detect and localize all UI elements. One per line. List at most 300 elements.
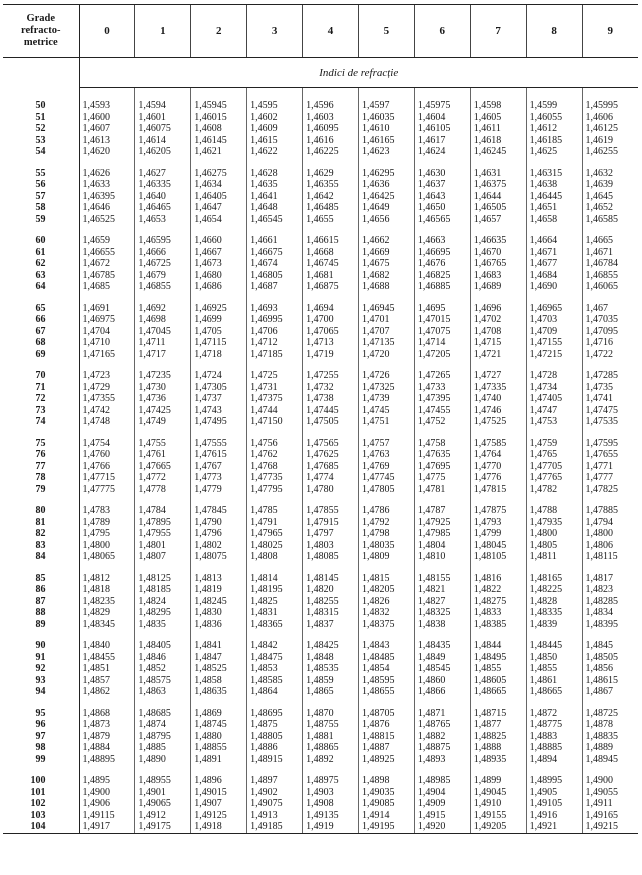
index-value-cell: 1,4900 [79,787,135,799]
table-row [3,225,638,247]
index-value-cell: 1,46125 [582,123,638,135]
index-value-cell: 1,4711 [135,337,191,349]
table-row [3,472,638,484]
index-value-cell: 1,4685 [79,281,135,293]
index-value-cell: 1,48365 [247,619,303,631]
index-value-cell: 1,47035 [582,314,638,326]
index-value-cell: 1,4624 [414,146,470,158]
index-value-cell: 1,4765 [526,449,582,461]
index-value-cell: 1,47565 [303,428,359,450]
index-value-cell: 1,4874 [135,719,191,731]
index-value-cell: 1,48885 [526,742,582,754]
index-value-cell: 1,4832 [358,607,414,619]
index-value-cell: 1,45975 [414,100,470,112]
index-value-cell: 1,48045 [470,540,526,552]
table-row [3,349,638,361]
index-value-cell: 1,4726 [358,360,414,382]
index-value-cell: 1,4842 [247,630,303,652]
index-value-cell: 1,47935 [526,517,582,529]
spacer-cell [526,88,582,101]
table-row [3,742,638,754]
table-row [3,202,638,214]
table-header [3,5,638,88]
index-value-cell: 1,4808 [247,551,303,563]
index-value-cell: 1,47855 [303,495,359,517]
index-value-cell: 1,4913 [247,810,303,822]
index-value-cell: 1,4625 [526,146,582,158]
index-value-cell: 1,4739 [358,393,414,405]
index-value-cell: 1,4664 [526,225,582,247]
index-value-cell: 1,4612 [526,123,582,135]
index-value-cell: 1,4602 [247,112,303,124]
grade-cell: 100 [3,765,79,787]
index-value-cell: 1,4645 [582,191,638,203]
index-value-cell: 1,47955 [135,528,191,540]
index-value-cell: 1,46965 [526,293,582,315]
index-value-cell: 1,4652 [582,202,638,214]
index-value-cell: 1,4759 [526,428,582,450]
grade-cell: 89 [3,619,79,631]
index-value-cell: 1,4774 [303,472,359,484]
index-value-cell: 1,4844 [470,630,526,652]
index-value-cell: 1,47695 [414,461,470,473]
index-value-cell: 1,4889 [582,742,638,754]
index-value-cell: 1,48165 [526,563,582,585]
index-value-cell: 1,4817 [582,563,638,585]
index-value-cell: 1,4653 [135,214,191,226]
index-value-cell: 1,4709 [526,326,582,338]
index-value-cell: 1,48895 [79,754,135,766]
index-value-cell: 1,4871 [414,698,470,720]
index-value-cell: 1,46545 [247,214,303,226]
table-row [3,146,638,158]
index-value-cell: 1,4743 [191,405,247,417]
index-value-cell: 1,47325 [358,382,414,394]
digit-header: 4 [303,5,359,58]
index-value-cell: 1,4760 [79,449,135,461]
grade-cell: 99 [3,754,79,766]
index-value-cell: 1,4824 [135,596,191,608]
index-value-cell: 1,4783 [79,495,135,517]
index-value-cell: 1,4820 [303,584,359,596]
table-row [3,100,638,112]
index-value-cell: 1,4839 [526,619,582,631]
index-value-cell: 1,48805 [247,731,303,743]
index-value-cell: 1,4909 [414,798,470,810]
index-value-cell: 1,4721 [470,349,526,361]
index-value-cell: 1,4876 [358,719,414,731]
index-value-cell: 1,47150 [247,416,303,428]
index-value-cell: 1,4704 [79,326,135,338]
index-value-cell: 1,4706 [247,326,303,338]
index-value-cell: 1,4611 [470,123,526,135]
index-value-cell: 1,46675 [247,247,303,259]
table-row [3,630,638,652]
index-value-cell: 1,48075 [191,551,247,563]
index-value-cell: 1,4800 [79,540,135,552]
grade-cell: 58 [3,202,79,214]
index-value-cell: 1,47745 [358,472,414,484]
table-body [3,88,638,834]
index-value-cell: 1,4663 [414,225,470,247]
index-value-cell: 1,4694 [303,293,359,315]
index-value-cell: 1,47875 [470,495,526,517]
index-value-cell: 1,4638 [526,179,582,191]
index-value-cell: 1,4708 [470,326,526,338]
grade-cell: 90 [3,630,79,652]
index-value-cell: 1,48125 [135,563,191,585]
index-value-cell: 1,48765 [414,719,470,731]
index-value-cell: 1,49155 [470,810,526,822]
index-value-cell: 1,46805 [247,270,303,282]
index-value-cell: 1,46725 [135,258,191,270]
index-value-cell: 1,48085 [303,551,359,563]
index-value-cell: 1,4870 [303,698,359,720]
index-value-cell: 1,4813 [191,563,247,585]
index-value-cell: 1,4899 [470,765,526,787]
index-value-cell: 1,4837 [303,619,359,631]
table-row [3,314,638,326]
index-value-cell: 1,4919 [303,821,359,833]
index-value-cell: 1,4756 [247,428,303,450]
index-value-cell: 1,4884 [79,742,135,754]
index-value-cell: 1,4734 [526,382,582,394]
index-value-cell: 1,4891 [191,754,247,766]
index-value-cell: 1,47185 [247,349,303,361]
table-row [3,787,638,799]
index-value-cell: 1,4634 [191,179,247,191]
index-value-cell: 1,4620 [79,146,135,158]
index-value-cell: 1,46945 [358,293,414,315]
index-value-cell: 1,4665 [582,225,638,247]
index-value-cell: 1,48025 [247,540,303,552]
table-row [3,405,638,417]
index-value-cell: 1,48875 [414,742,470,754]
index-value-cell: 1,4658 [526,214,582,226]
index-value-cell: 1,4636 [358,179,414,191]
index-value-cell: 1,4838 [414,619,470,631]
index-value-cell: 1,46315 [526,158,582,180]
index-value-cell: 1,4821 [414,584,470,596]
index-value-cell: 1,4921 [526,821,582,833]
index-value-cell: 1,48635 [191,686,247,698]
index-value-cell: 1,4710 [79,337,135,349]
index-value-cell: 1,46975 [79,314,135,326]
grade-cell: 67 [3,326,79,338]
index-value-cell: 1,4918 [191,821,247,833]
index-value-cell: 1,4855 [470,663,526,675]
index-value-cell: 1,48535 [303,663,359,675]
index-value-cell: 1,48475 [247,652,303,664]
index-value-cell: 1,48295 [135,607,191,619]
index-value-cell: 1,4621 [191,146,247,158]
grade-cell: 68 [3,337,79,349]
index-value-cell: 1,46095 [303,123,359,135]
index-value-cell: 1,4746 [470,405,526,417]
index-value-cell: 1,4845 [582,630,638,652]
index-value-cell: 1,4740 [470,393,526,405]
index-value-cell: 1,4657 [470,214,526,226]
index-value-cell: 1,4843 [358,630,414,652]
index-value-cell: 1,4857 [79,675,135,687]
index-value-cell: 1,46225 [303,146,359,158]
grade-cell: 78 [3,472,79,484]
index-value-cell: 1,4684 [526,270,582,282]
index-value-cell: 1,4649 [358,202,414,214]
index-value-cell: 1,4671 [582,247,638,259]
grade-cell: 50 [3,100,79,112]
refractive-index-subheader: Indici de refracție [79,58,638,88]
index-value-cell: 1,4894 [526,754,582,766]
index-value-cell: 1,48945 [582,754,638,766]
table-row [3,112,638,124]
index-value-cell: 1,4728 [526,360,582,382]
index-value-cell: 1,48575 [135,675,191,687]
index-value-cell: 1,46855 [135,281,191,293]
index-value-cell: 1,46785 [79,270,135,282]
grade-cell: 94 [3,686,79,698]
index-value-cell: 1,46055 [526,112,582,124]
index-value-cell: 1,4626 [79,158,135,180]
index-value-cell: 1,4617 [414,135,470,147]
refractive-index-table [3,4,638,834]
index-value-cell: 1,47015 [414,314,470,326]
index-value-cell: 1,47495 [191,416,247,428]
grade-cell: 98 [3,742,79,754]
table-row [3,798,638,810]
index-value-cell: 1,4897 [247,765,303,787]
table-row [3,281,638,293]
index-value-cell: 1,4593 [79,100,135,112]
grade-cell: 55 [3,158,79,180]
grade-cell: 61 [3,247,79,259]
index-value-cell: 1,4776 [470,472,526,484]
index-value-cell: 1,48385 [470,619,526,631]
index-value-cell: 1,47505 [303,416,359,428]
index-value-cell: 1,4841 [191,630,247,652]
index-value-cell: 1,47215 [526,349,582,361]
grade-cell: 102 [3,798,79,810]
grade-cell: 64 [3,281,79,293]
index-value-cell: 1,48335 [526,607,582,619]
index-value-cell: 1,46105 [414,123,470,135]
index-value-cell: 1,4829 [79,607,135,619]
index-value-cell: 1,46465 [135,202,191,214]
table-row [3,528,638,540]
index-value-cell: 1,4827 [414,596,470,608]
digit-header: 3 [247,5,303,58]
index-value-cell: 1,47825 [582,484,638,496]
index-value-cell: 1,4751 [358,416,414,428]
index-value-cell: 1,4849 [414,652,470,664]
index-value-cell: 1,4609 [247,123,303,135]
table-row [3,495,638,517]
table-row [3,360,638,382]
index-value-cell: 1,4736 [135,393,191,405]
index-value-cell: 1,46275 [191,158,247,180]
grade-cell: 82 [3,528,79,540]
index-value-cell: 1,4732 [303,382,359,394]
index-value-cell: 1,49085 [358,798,414,810]
index-value-cell: 1,4854 [358,663,414,675]
table-row [3,698,638,720]
index-value-cell: 1,4637 [414,179,470,191]
index-value-cell: 1,4908 [303,798,359,810]
index-value-cell: 1,4787 [414,495,470,517]
index-value-cell: 1,4881 [303,731,359,743]
index-value-cell: 1,48685 [135,698,191,720]
grade-cell: 92 [3,663,79,675]
index-value-cell: 1,46395 [79,191,135,203]
index-value-cell: 1,47665 [135,461,191,473]
index-value-cell: 1,4861 [526,675,582,687]
grade-cell: 65 [3,293,79,315]
index-value-cell: 1,4915 [414,810,470,822]
index-value-cell: 1,4720 [358,349,414,361]
index-value-cell: 1,4775 [414,472,470,484]
table-row [3,596,638,608]
index-value-cell: 1,48445 [526,630,582,652]
index-value-cell: 1,4707 [358,326,414,338]
index-value-cell: 1,4917 [79,821,135,833]
index-value-cell: 1,49195 [358,821,414,833]
index-value-cell: 1,47845 [191,495,247,517]
index-value-cell: 1,4855 [526,663,582,675]
index-value-cell: 1,4628 [247,158,303,180]
index-value-cell: 1,4877 [470,719,526,731]
index-value-cell: 1,4875 [247,719,303,731]
index-value-cell: 1,4656 [358,214,414,226]
index-value-cell: 1,47805 [358,484,414,496]
index-value-cell: 1,46595 [135,225,191,247]
index-value-cell: 1,4699 [191,314,247,326]
table-row [3,247,638,259]
index-value-cell: 1,49065 [135,798,191,810]
index-value-cell: 1,48975 [303,765,359,787]
index-value-cell: 1,4672 [79,258,135,270]
index-value-cell: 1,4902 [247,787,303,799]
index-value-cell: 1,4613 [79,135,135,147]
index-value-cell: 1,47815 [470,484,526,496]
index-value-cell: 1,4635 [247,179,303,191]
index-value-cell: 1,46655 [79,247,135,259]
index-value-cell: 1,4680 [191,270,247,282]
table-row [3,563,638,585]
index-value-cell: 1,4887 [358,742,414,754]
grade-cell: 60 [3,225,79,247]
index-value-cell: 1,48595 [358,675,414,687]
index-value-cell: 1,4600 [79,112,135,124]
index-value-cell: 1,47045 [135,326,191,338]
index-value-cell: 1,4651 [526,202,582,214]
index-value-cell: 1,47115 [191,337,247,349]
index-value-cell: 1,46075 [135,123,191,135]
index-value-cell: 1,47595 [582,428,638,450]
index-value-cell: 1,4916 [526,810,582,822]
index-value-cell: 1,4690 [526,281,582,293]
index-value-cell: 1,4714 [414,337,470,349]
index-value-cell: 1,48325 [414,607,470,619]
digit-header: 2 [191,5,247,58]
index-value-cell: 1,4717 [135,349,191,361]
table-row [3,619,638,631]
table-row [3,754,638,766]
index-value-cell: 1,4646 [79,202,135,214]
index-value-cell: 1,4627 [135,158,191,180]
digit-header: 5 [358,5,414,58]
index-value-cell: 1,47735 [247,472,303,484]
index-value-cell: 1,4814 [247,563,303,585]
index-value-cell: 1,4761 [135,449,191,461]
index-value-cell: 1,47425 [135,405,191,417]
index-value-cell: 1,4858 [191,675,247,687]
index-value-cell: 1,4610 [358,123,414,135]
index-value-cell: 1,46784 [582,258,638,270]
index-value-cell: 1,46825 [414,270,470,282]
index-value-cell: 1,46855 [582,270,638,282]
index-value-cell: 1,4805 [526,540,582,552]
index-value-cell: 1,467 [582,293,638,315]
table-row [3,810,638,822]
index-value-cell: 1,48865 [303,742,359,754]
table-row [3,663,638,675]
index-value-cell: 1,4615 [247,135,303,147]
index-value-cell: 1,4647 [191,202,247,214]
index-value-cell: 1,48605 [470,675,526,687]
index-value-cell: 1,48505 [582,652,638,664]
index-value-cell: 1,48705 [358,698,414,720]
index-value-cell: 1,4840 [79,630,135,652]
index-value-cell: 1,49185 [247,821,303,833]
index-value-cell: 1,46745 [303,258,359,270]
index-value-cell: 1,4696 [470,293,526,315]
table-row [3,686,638,698]
index-value-cell: 1,46165 [358,135,414,147]
index-value-cell: 1,47525 [470,416,526,428]
index-value-cell: 1,4836 [191,619,247,631]
index-value-cell: 1,46615 [303,225,359,247]
index-value-cell: 1,46185 [526,135,582,147]
index-value-cell: 1,47255 [303,360,359,382]
index-value-cell: 1,48275 [470,596,526,608]
index-value-cell: 1,4800 [582,528,638,540]
index-value-cell: 1,4605 [470,112,526,124]
index-value-cell: 1,46065 [582,281,638,293]
index-value-cell: 1,47965 [247,528,303,540]
index-value-cell: 1,4662 [358,225,414,247]
index-value-cell: 1,48115 [582,551,638,563]
index-value-cell: 1,46505 [470,202,526,214]
grade-cell: 76 [3,449,79,461]
digit-header: 8 [526,5,582,58]
index-value-cell: 1,4688 [358,281,414,293]
grade-cell: 63 [3,270,79,282]
index-value-cell: 1,4683 [470,270,526,282]
index-value-cell: 1,4882 [414,731,470,743]
index-value-cell: 1,46885 [414,281,470,293]
index-value-cell: 1,47235 [135,360,191,382]
index-value-cell: 1,47075 [414,326,470,338]
index-value-cell: 1,46565 [414,214,470,226]
index-value-cell: 1,49035 [358,787,414,799]
index-value-cell: 1,4648 [247,202,303,214]
index-value-cell: 1,4712 [247,337,303,349]
index-value-cell: 1,4810 [414,551,470,563]
grade-cell: 79 [3,484,79,496]
spacer-cell [582,88,638,101]
index-value-cell: 1,4901 [135,787,191,799]
index-value-cell: 1,4608 [191,123,247,135]
